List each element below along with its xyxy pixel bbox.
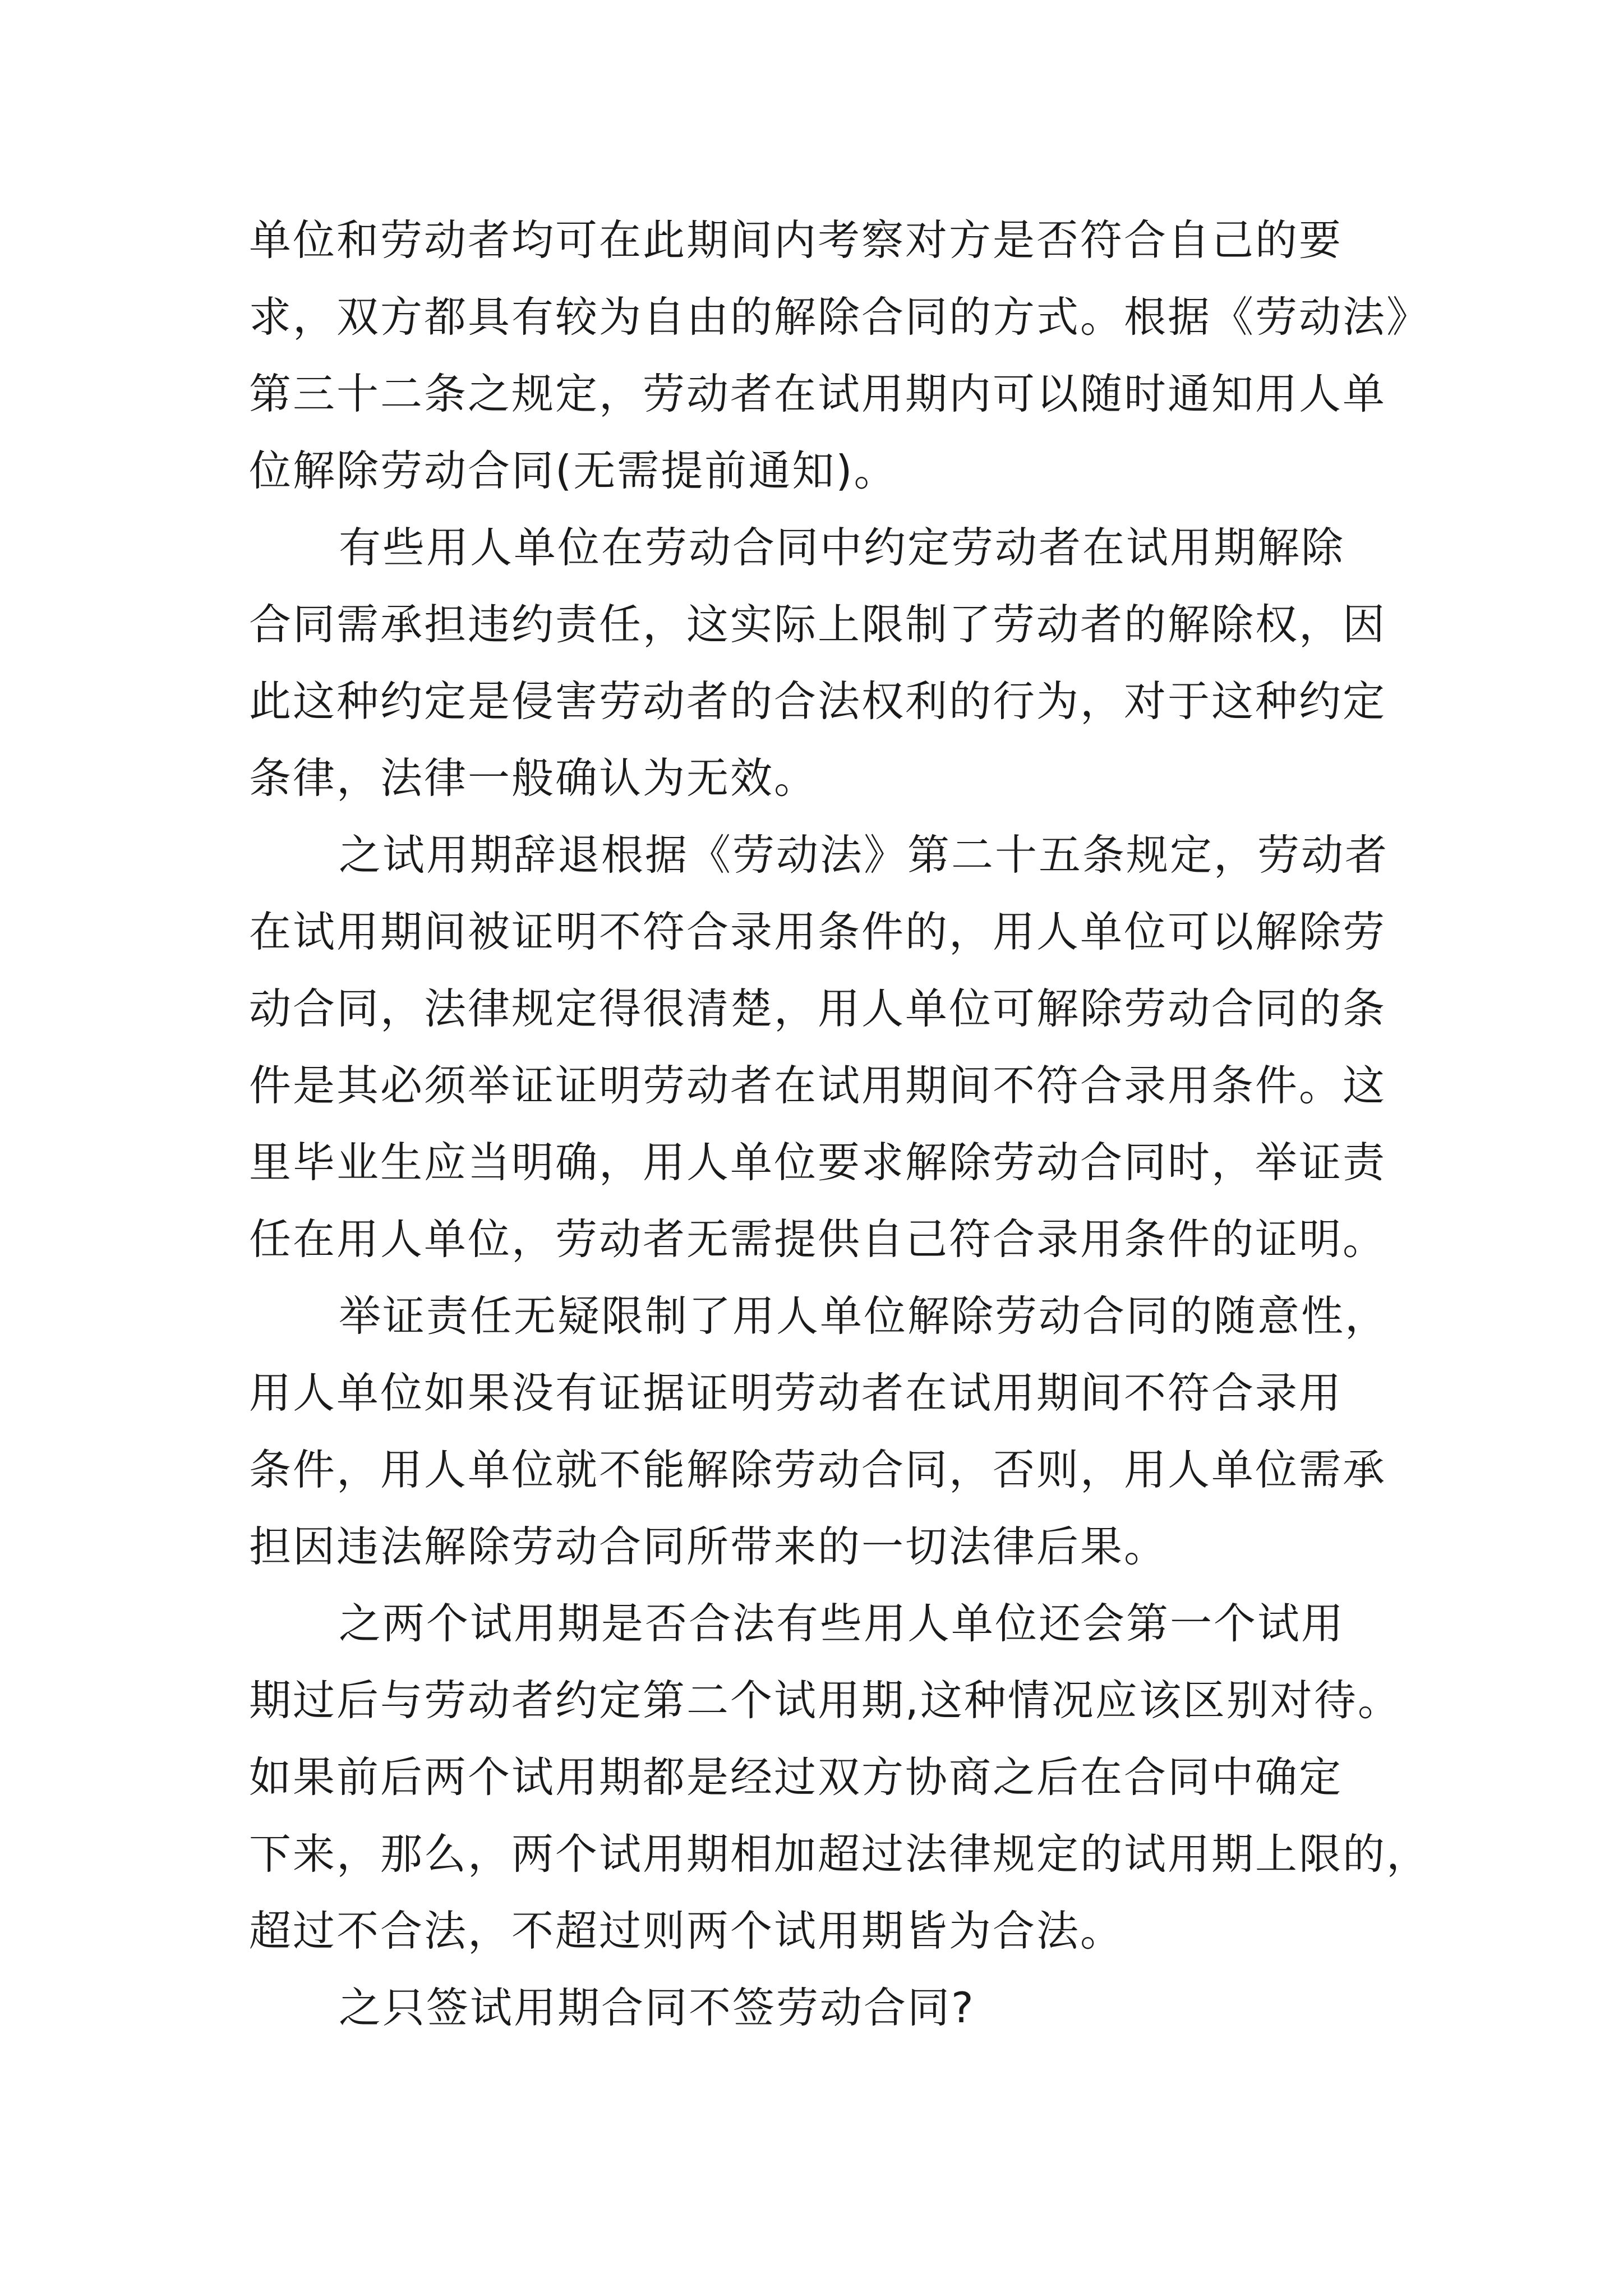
text-line: 位解除劳动合同(无需提前通知)。 [249, 446, 898, 495]
paragraph-continuation [249, 202, 1431, 509]
text-line: 第三十二条之规定，劳动者在试用期内可以随时通知用人单 [249, 369, 1387, 418]
paragraph-probation-only-contract [249, 1970, 1393, 2046]
text-line: 有些用人单位在劳动合同中约定劳动者在试用期解除 [339, 523, 1345, 572]
text-line: 超过不合法，不超过则两个试用期皆为合法。 [249, 1906, 1124, 1955]
text-line: 条件，用人单位就不能解除劳动合同，否则，用人单位需承 [249, 1445, 1387, 1494]
text-line: 如果前后两个试用期都是经过双方协商之后在合同中确定 [249, 1752, 1343, 1802]
document-body [249, 202, 1431, 2046]
paragraph-liquidated-damages [249, 509, 1393, 817]
text-line: 之只签试用期合同不签劳动合同? [339, 1983, 975, 2032]
paragraph-two-probation-periods [249, 1585, 1431, 1970]
text-line: 之两个试用期是否合法有些用人单位还会第一个试用 [339, 1599, 1345, 1648]
text-line: 条律，法律一般确认为无效。 [249, 753, 818, 803]
text-line: 求，双方都具有较为自由的解除合同的方式。根据《劳动法》 [249, 292, 1431, 342]
text-line: 合同需承担违约责任，这实际上限制了劳动者的解除权，因 [249, 600, 1387, 649]
text-line: 担因违法解除劳动合同所带来的一切法律后果。 [249, 1522, 1168, 1571]
text-line: 此这种约定是侵害劳动者的合法权利的行为，对于这种约定 [249, 677, 1387, 726]
text-line: 下来，那么，两个试用期相加超过法律规定的试用期上限的， [249, 1829, 1431, 1879]
paragraph-probation-dismissal [249, 817, 1393, 1278]
text-line: 在试用期间被证明不符合录用条件的，用人单位可以解除劳 [249, 907, 1387, 956]
text-line: 件是其必须举证证明劳动者在试用期间不符合录用条件。这 [249, 1061, 1387, 1110]
text-line: 期过后与劳动者约定第二个试用期,这种情况应该区别对待。 [249, 1676, 1401, 1725]
text-line: 任在用人单位，劳动者无需提供自己符合录用条件的证明。 [249, 1214, 1387, 1264]
text-line: 动合同，法律规定得很清楚，用人单位可解除劳动合同的条 [249, 984, 1387, 1033]
text-line: 之试用期辞退根据《劳动法》第二十五条规定，劳动者 [339, 830, 1389, 880]
text-line: 单位和劳动者均可在此期间内考察对方是否符合自己的要 [249, 215, 1343, 265]
paragraph-burden-of-proof [249, 1278, 1393, 1585]
text-line: 举证责任无疑限制了用人单位解除劳动合同的随意性， [339, 1291, 1389, 1341]
text-line: 里毕业生应当明确，用人单位要求解除劳动合同时，举证责 [249, 1138, 1387, 1187]
text-line: 用人单位如果没有证据证明劳动者在试用期间不符合录用 [249, 1368, 1343, 1418]
